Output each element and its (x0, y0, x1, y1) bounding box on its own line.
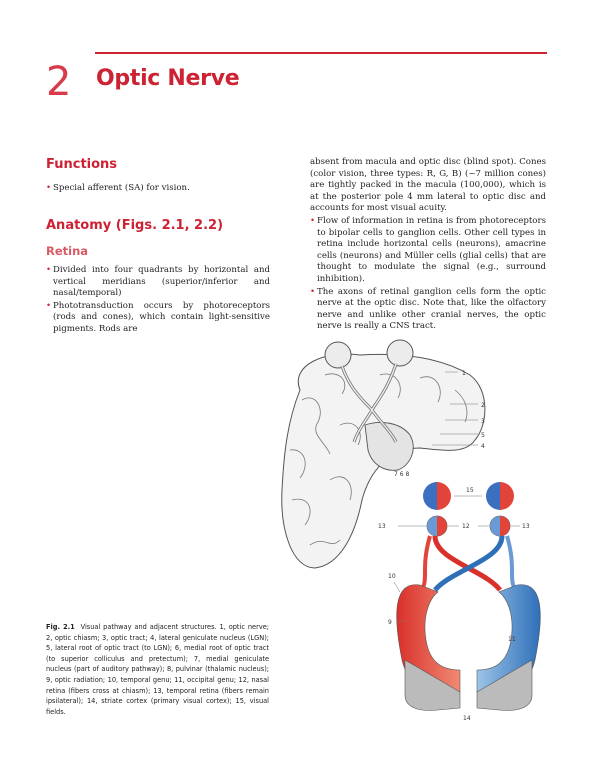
label-4: 4 (481, 443, 485, 450)
list-item: • Phototransduction occurs by photoreceptors (rods and cones), which contain light-sensitive pigments. Rods are (46, 300, 270, 334)
label-13-left: 13 (378, 523, 386, 530)
label-12: 12 (462, 523, 470, 530)
continuation-paragraph: absent from macula and optic disc (blind spot). Cones (color vision, three types: R, G, B) (~7 million cones) are tightly packed in the macula (100,000), which is at the posterior pole 4 mm lateral to optic disc and accounts for most visual acuity. (310, 157, 546, 214)
chapter-rule (95, 52, 547, 54)
label-9: 9 (388, 619, 392, 626)
caption-label: Fig. 2.1 (46, 623, 75, 631)
list-item: • The axons of retinal ganglion cells form the optic nerve at the optic disc. Note that, like the olfactory nerve and unlike other cranial nerves, the optic nerve is really a CNS tract. (310, 286, 546, 332)
label-2: 2 (481, 402, 485, 409)
brain-illustration (282, 340, 485, 568)
functions-list (46, 183, 270, 196)
figure-caption (46, 622, 269, 717)
label-14: 14 (463, 715, 471, 722)
caption-text: Visual pathway and adjacent structures. 1, optic nerve; 2, optic chiasm; 3, optic tract; 4, lateral geniculate nucleus (LGN); 5, lateral root of optic tract (to LGN); 6, medial root of optic tract (to superior colliculus and pretectum); 7, medial geniculate nucleus (part of auditory pathway); 8, pulvinar (thalamic nucleus); 9, optic radiation; 10, temporal genu; 11, occipital genu; 12, nasal retina (fibers cross at chiasm); 13, temporal retina (fibers remain ipsilateral); 14, striate cortex (primary visual cortex); 15, visual fields. (46, 623, 269, 716)
label-5: 5 (481, 432, 485, 439)
eyes-diagram (398, 516, 520, 536)
label-11: 11 (508, 636, 516, 643)
list-item: • Flow of information in retina is from photoreceptors to bipolar cells to ganglion cells. Other cell types in retina include horizontal cells (neurons), amacrine cells (neurons) and Müller cells (glial cells) that are thought to modulate the signal (e.g., surround inhibition). (310, 215, 546, 284)
retina-list-left (46, 265, 270, 337)
label-13-right: 13 (522, 523, 530, 530)
retina-subheading: Retina (46, 244, 89, 258)
optic-pathway-diagram (394, 536, 540, 710)
anatomy-heading: Anatomy (Figs. 2.1, 2.2) (46, 218, 224, 233)
list-item: • Divided into four quadrants by horizontal and vertical meridians (superior/inferior and nasal/temporal) (46, 265, 270, 299)
chapter-number: 2 (46, 59, 72, 105)
list-item: • Special afferent (SA) for vision. (46, 183, 190, 193)
label-15: 15 (466, 487, 474, 494)
label-3: 3 (481, 418, 485, 425)
label-1: 1 (462, 370, 466, 377)
label-7-6-8: 7 6 8 (394, 471, 410, 478)
label-10: 10 (388, 573, 396, 580)
visual-pathway-figure (270, 330, 550, 730)
functions-heading: Functions (46, 157, 118, 172)
chapter-title: Optic Nerve (96, 66, 240, 91)
right-column (310, 157, 546, 334)
